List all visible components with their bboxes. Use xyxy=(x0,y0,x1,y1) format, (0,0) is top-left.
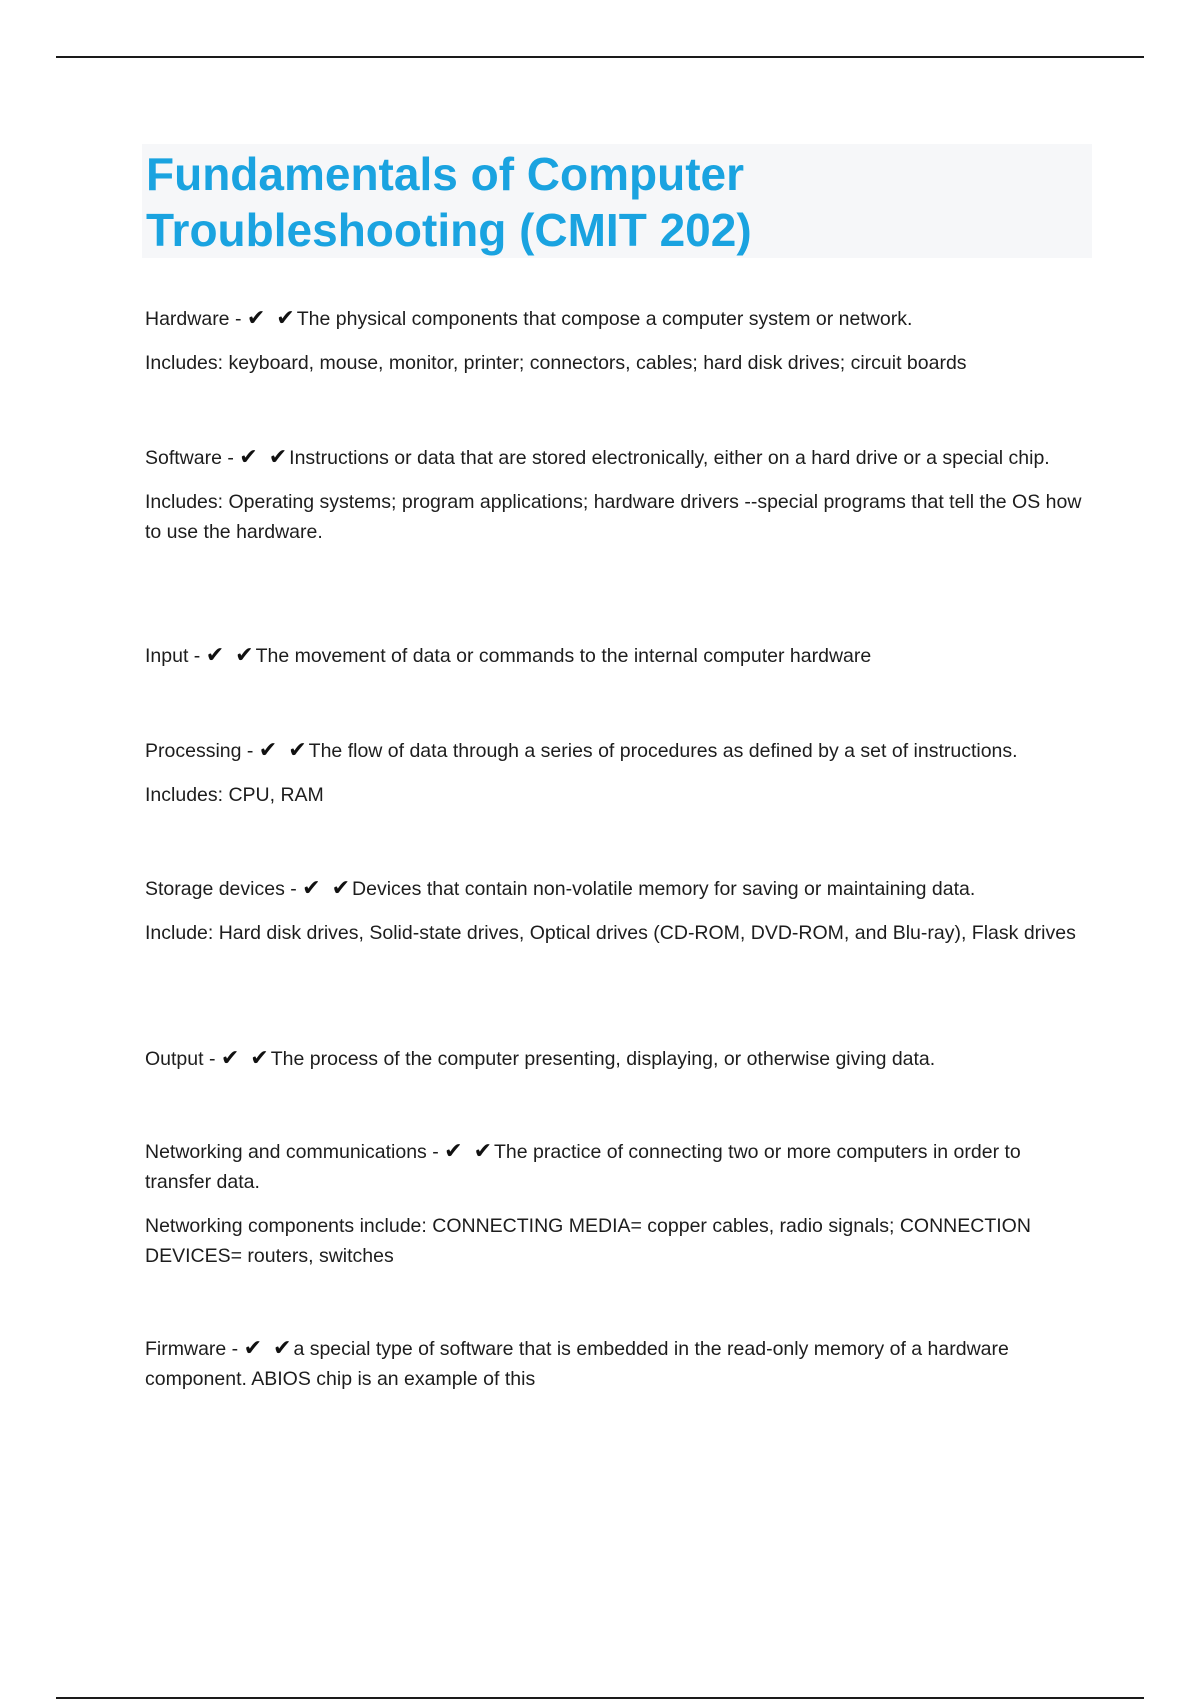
header-rule xyxy=(56,56,1144,58)
entry-note: Include: Hard disk drives, Solid-state drives, Optical drives (CD-ROM, DVD-ROM, and Blu-ray), Flask drives xyxy=(145,922,1076,944)
footer-rule xyxy=(56,1697,1144,1699)
title-block xyxy=(142,144,1092,258)
double-check-icon: ✔ ✔ xyxy=(444,1139,495,1164)
definition-text: a special type of software that is embedded in the read-only memory of a hardware component. ABIOS chip is an example of this xyxy=(145,1338,1009,1390)
term-label: Processing - xyxy=(145,740,259,762)
document-title-line-1: Fundamentals of Computer xyxy=(146,148,745,200)
entry-note: Includes: Operating systems; program applications; hardware drivers --special programs that tell the OS how to use the hardware. xyxy=(145,491,1082,543)
double-check-icon: ✔ ✔ xyxy=(243,1336,294,1361)
entry-definition-line xyxy=(145,1334,1090,1394)
entry-definition-line xyxy=(145,443,1090,473)
term-label: Output - xyxy=(145,1048,221,1070)
entry-software xyxy=(145,443,1090,641)
entry-definition-line xyxy=(145,641,1090,671)
entry-storage-devices xyxy=(145,874,1090,1044)
term-label: Networking and communications - xyxy=(145,1141,445,1163)
document-title-line-2: Troubleshooting (CMIT 202) xyxy=(146,204,752,256)
entry-definition-line xyxy=(145,736,1090,766)
term-label: Input - xyxy=(145,645,206,667)
entry-firmware xyxy=(145,1334,1090,1394)
definition-text: The physical components that compose a computer system or network. xyxy=(296,308,913,330)
double-check-icon: ✔ ✔ xyxy=(246,306,297,331)
term-label: Storage devices - xyxy=(145,878,303,900)
term-label: Firmware - xyxy=(145,1338,244,1360)
definition-text: Devices that contain non-volatile memory for saving or maintaining data. xyxy=(352,878,976,900)
definition-text: The movement of data or commands to the internal computer hardware xyxy=(255,645,872,667)
definition-text: The practice of connecting two or more computers in order to transfer data. xyxy=(145,1141,1021,1193)
entry-hardware xyxy=(145,304,1090,443)
flashcard-list xyxy=(145,304,1090,1394)
entry-definition-line xyxy=(145,1044,1090,1074)
double-check-icon: ✔ ✔ xyxy=(258,738,309,763)
entry-note: Networking components include: CONNECTING MEDIA= copper cables, radio signals; CONNECTION DEVICES= routers, switches xyxy=(145,1215,1031,1267)
entry-definition-line xyxy=(145,1137,1090,1197)
term-label: Hardware - xyxy=(145,308,247,330)
entry-definition-line xyxy=(145,874,1090,904)
definition-text: Instructions or data that are stored electronically, either on a hard drive or a special chip. xyxy=(289,447,1050,469)
entry-processing xyxy=(145,736,1090,874)
double-check-icon: ✔ ✔ xyxy=(239,445,290,470)
entry-note: Includes: keyboard, mouse, monitor, printer; connectors, cables; hard disk drives; circuit boards xyxy=(145,352,967,374)
double-check-icon: ✔ ✔ xyxy=(220,1046,271,1071)
definition-text: The process of the computer presenting, displaying, or otherwise giving data. xyxy=(270,1048,936,1070)
double-check-icon: ✔ ✔ xyxy=(302,876,353,901)
entry-input xyxy=(145,641,1090,736)
definition-text: The flow of data through a series of procedures as defined by a set of instructions. xyxy=(308,740,1018,762)
entry-note: Includes: CPU, RAM xyxy=(145,784,324,806)
entry-networking xyxy=(145,1137,1090,1334)
double-check-icon: ✔ ✔ xyxy=(205,643,256,668)
entry-output xyxy=(145,1044,1090,1137)
entry-definition-line xyxy=(145,304,1090,334)
term-label: Software - xyxy=(145,447,240,469)
